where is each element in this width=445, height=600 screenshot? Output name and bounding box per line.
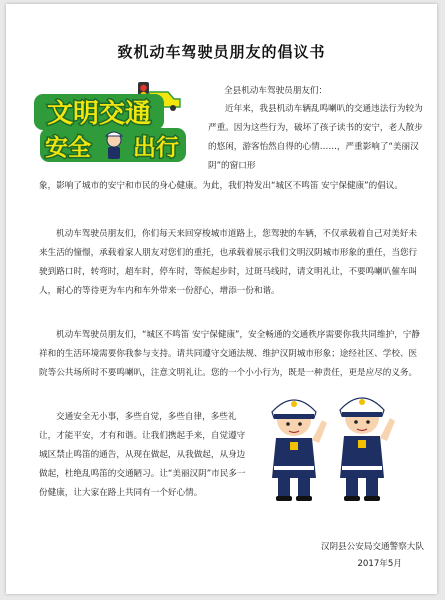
paragraph-1-top: 近年来，我县机动车辆乱鸣喇叭的交通违法行为较为严重。因为这些行为，破坏了孩子读书的安宁，老人散步的悠闲，游客怡然自得的心情……，严重影响了“美丽汉阴”的窗口形 [208,104,423,171]
document-page [6,4,437,594]
police-officer-right-icon [340,398,395,501]
civilized-traffic-logo [30,80,190,168]
logo-line2a: 安全 [45,135,91,161]
paragraph-1-bottom: 象，影响了城市的安宁和市民的身心健康。为此，我们特发出“城区不鸣笛 安宁保健康”的倡议。 [39,181,403,191]
document-title: 致机动车驾驶员朋友的倡议书 [117,43,326,61]
paragraph-4: 交通安全无小事，多些自觉，多些自律，多些礼让，才能平安，才有和谐。让我们携起手来，自觉遵守城区禁止鸣笛的通告，从现在做起，从我做起，从身边做起，杜绝乱鸣笛的交通陋习。让“美丽汉阴”市民多一份健康，让大家在路上共同有一个好心情。 [39,412,246,498]
logo-line1: 文明交通 [46,99,152,129]
signature: 汉阴县公安局交通警察大队 [320,542,424,552]
paragraph-3: 机动车驾驶员朋友们，“城区不鸣笛 安宁保健康”，安全畅通的交通秩序需要你我共同维护，宁静祥和的生活环境需要你我参与支持。请共同遵守交通法规、维护汉阴城市形象；途经社区、学校、医院等公共场所时不要鸣喇叭，注意文明礼让。您的一个小小行为，既是一种责任，更是应尽的义务。 [39,330,420,378]
date: 2017年5月 [357,559,402,569]
salutation: 全县机动车驾驶员朋友们： [224,86,328,96]
police-officer-left-icon [272,400,327,501]
logo-line2b: 出行 [133,135,179,161]
police-officers-illustration [254,390,404,508]
paragraph-2: 机动车驾驶员朋友们，你们每天来回穿梭城市道路上，您驾驶的车辆，不仅承载着自己对美好未来生活的憧憬，承载着家人朋友对您们的重托，也承载着展示我们文明汉阴城市形象的重任，当您行驶到路口时，转弯时，超车时，停车时，等候起步时，过斑马线时，请文明礼让，不要鸣喇叭催车叫人，耐心的等待更为车内和车外带来一份舒心，增添一份和谐。 [39,229,418,296]
